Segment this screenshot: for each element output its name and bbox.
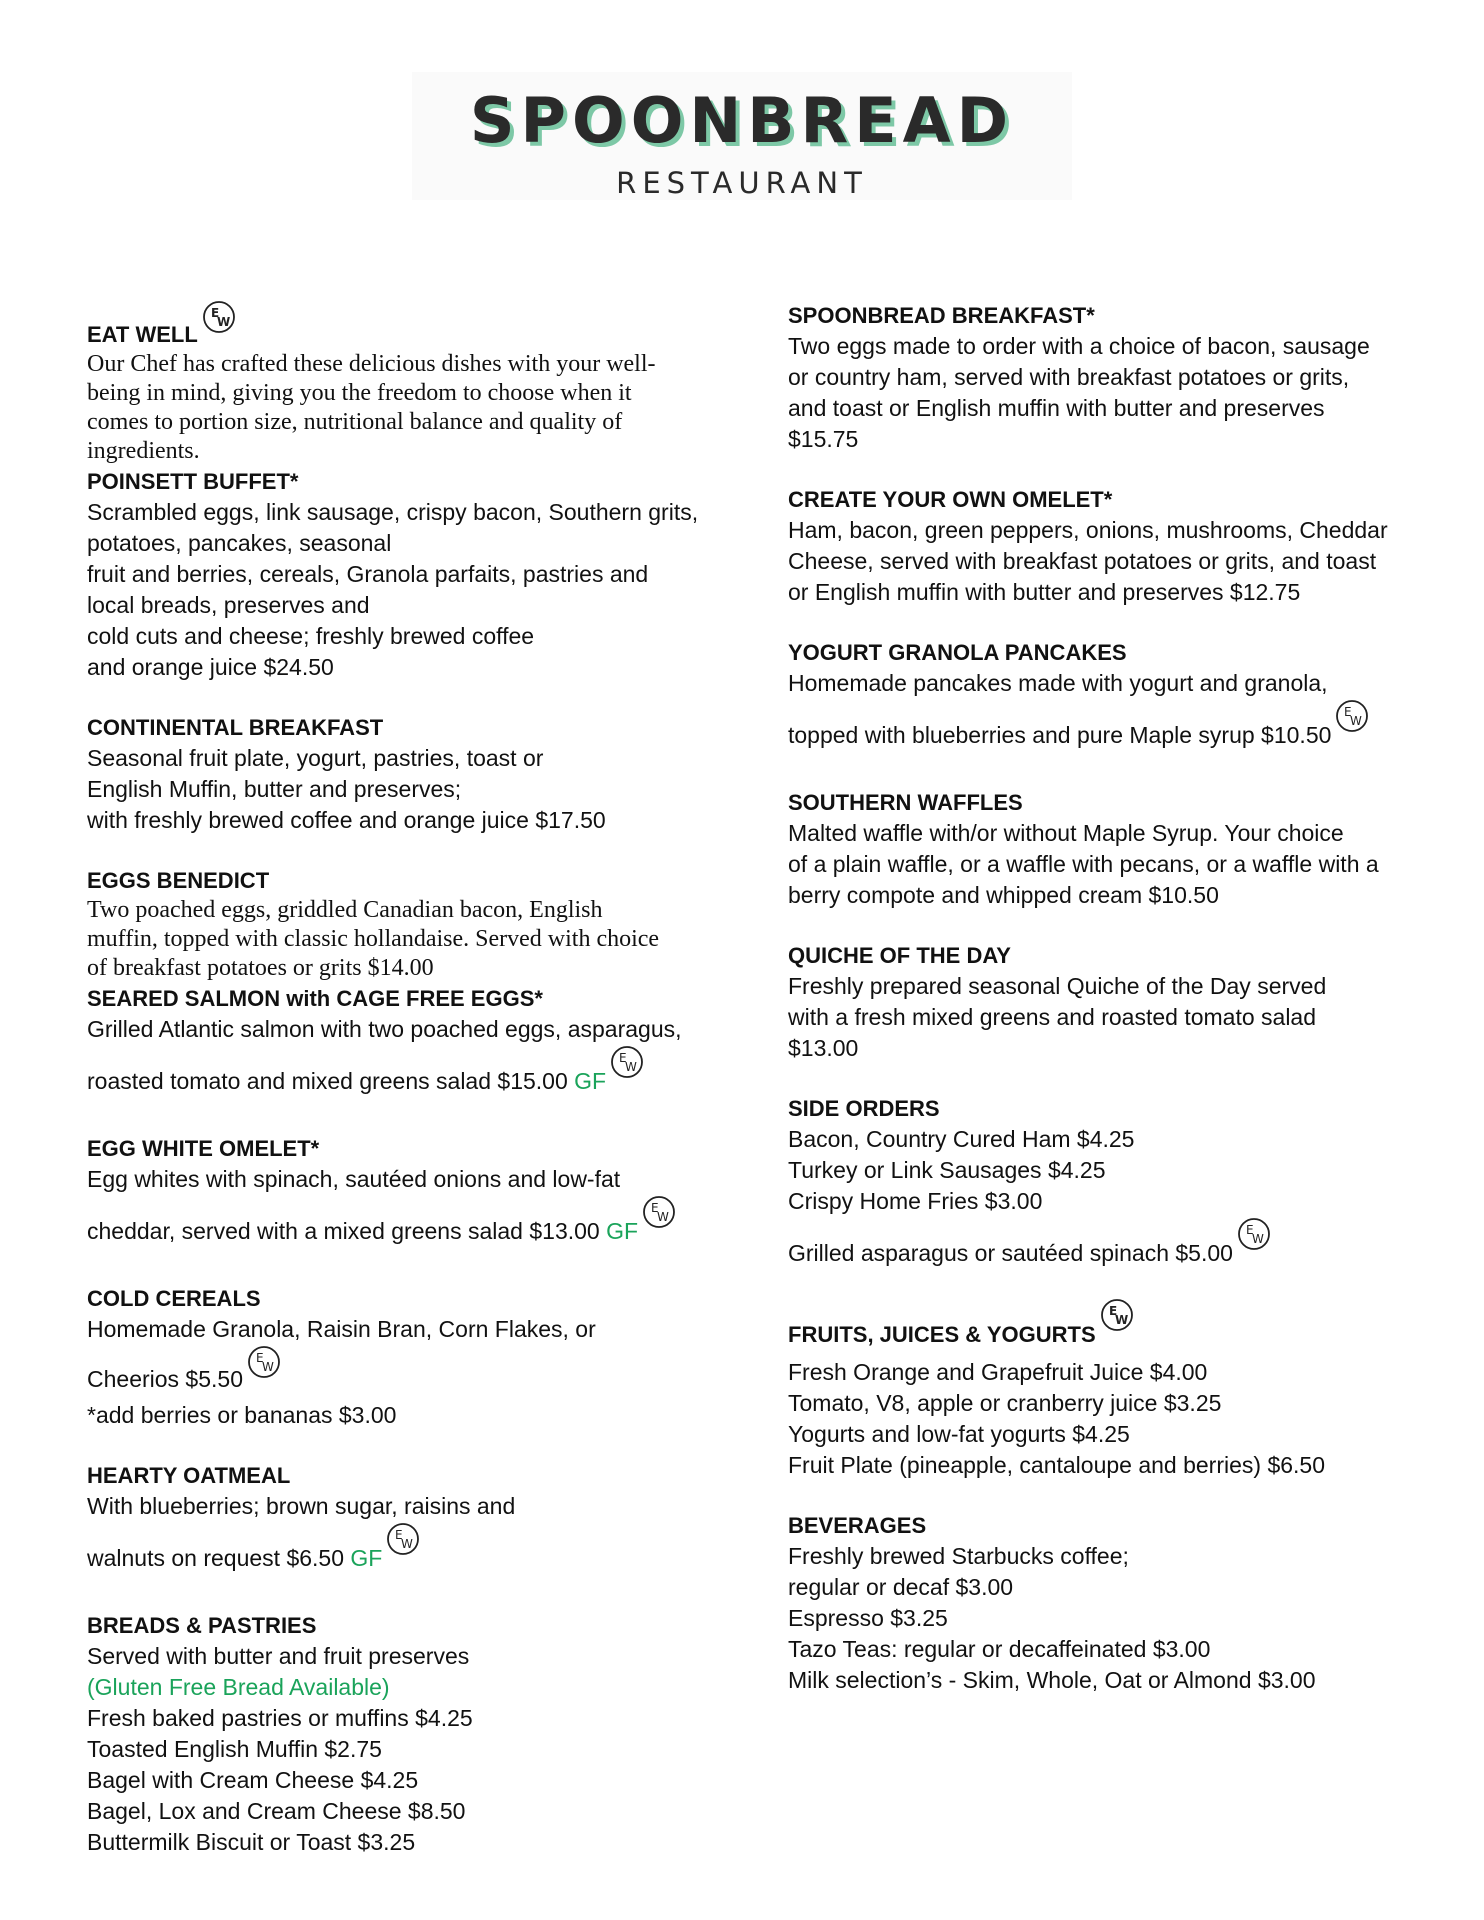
list-item: Tazo Teas: regular or decaffeinated $3.00 [788,1636,1211,1662]
menu-item-quiche-of-the-day [788,940,1418,1064]
logo-text: SPOONBREAD [469,84,1015,157]
item-price-line: topped with blueberries and pure Maple syrup $10.50 [788,699,1418,758]
list-item: Bagel with Cream Cheese $4.25 [87,1767,419,1793]
eat-well-badge-icon [1335,699,1369,733]
eat-well-badge-icon [202,300,236,334]
right-column [788,300,1418,1725]
list-item: Grilled asparagus or sautéed spinach $5.00 [788,1217,1418,1276]
list-item: Toasted English Muffin $2.75 [87,1736,382,1762]
item-title: POINSETT BUFFET* [87,469,299,494]
item-title: QUICHE OF THE DAY [788,943,1011,968]
gluten-free-note: (Gluten Free Bread Available) [87,1674,390,1700]
menu-item-southern-waffles [788,787,1418,911]
list-item: Crispy Home Fries $3.00 [788,1188,1043,1214]
item-title: SIDE ORDERS [788,1096,940,1121]
list-item: Bacon, Country Cured Ham $4.25 [788,1126,1135,1152]
item-price-line: walnuts on request $6.50 GF [87,1522,717,1581]
menu-item-continental-breakfast [87,712,717,836]
menu-item-fruits-juices-yogurts [788,1298,1418,1481]
item-description: Freshly prepared seasonal Quiche of the Day served with a fresh mixed greens and roasted tomato salad $13.00 [788,973,1327,1061]
menu-item-hearty-oatmeal [87,1460,717,1581]
eat-well-badge-icon [610,1045,644,1079]
item-title: BEVERAGES [788,1513,927,1538]
menu-item-poinsett-buffet [87,466,717,683]
gluten-free-badge: GF [574,1068,607,1094]
item-title: HEARTY OATMEAL [87,1463,291,1488]
menu-item-eat-well [87,300,717,466]
item-title: SPOONBREAD BREAKFAST* [788,303,1095,328]
item-description: Served with butter and fruit preserves [87,1643,470,1669]
gluten-free-badge: GF [350,1545,383,1571]
menu-item-yogurt-granola-pancakes [788,637,1418,758]
list-item: Freshly brewed Starbucks coffee; [788,1543,1129,1569]
list-item: Turkey or Link Sausages $4.25 [788,1157,1106,1183]
list-item: Yogurts and low-fat yogurts $4.25 [788,1421,1130,1447]
item-description: Two eggs made to order with a choice of bacon, sausage or country ham, served with breakfast potatoes or grits, and toast or English muffin with butter and preserves $15.75 [788,333,1370,452]
item-description: Grilled Atlantic salmon with two poached eggs, asparagus, [87,1016,682,1042]
item-title: EAT WELL [87,300,717,350]
item-price-line: roasted tomato and mixed greens salad $15.00 GF [87,1045,717,1104]
item-title: EGGS BENEDICT [87,868,270,893]
item-description: Seasonal fruit plate, yogurt, pastries, toast or English Muffin, butter and preserves; with freshly brewed coffee and orange juice $17.50 [87,745,606,833]
eat-well-badge-icon [386,1522,420,1556]
left-column [87,300,717,1887]
menu-item-breads-pastries [87,1610,717,1858]
restaurant-header [412,72,1072,200]
item-description: Scrambled eggs, link sausage, crispy bacon, Southern grits, potatoes, pancakes, seasonal fruit and berries, cereals, Granola parfaits, pastries and local breads, preserves and cold cuts and cheese; freshly brewed coffee and orange juice $24.50 [87,499,699,680]
menu-item-beverages [788,1510,1418,1696]
eat-well-badge-icon [247,1345,281,1379]
list-item: Milk selection’s - Skim, Whole, Oat or Almond $3.00 [788,1667,1316,1693]
item-title: CONTINENTAL BREAKFAST [87,715,384,740]
item-description: Homemade pancakes made with yogurt and granola, [788,670,1328,696]
item-title: YOGURT GRANOLA PANCAKES [788,640,1127,665]
item-price-line: Cheerios $5.50 [87,1345,717,1400]
list-item: Buttermilk Biscuit or Toast $3.25 [87,1829,416,1855]
item-description: With blueberries; brown sugar, raisins and [87,1493,516,1519]
list-item: Fruit Plate (pineapple, cantaloupe and berries) $6.50 [788,1452,1326,1478]
eat-well-badge-icon [642,1195,676,1229]
eat-well-badge-icon [1237,1217,1271,1251]
item-title: EGG WHITE OMELET* [87,1136,320,1161]
item-description: Ham, bacon, green peppers, onions, mushrooms, Cheddar Cheese, served with breakfast potatoes or grits, and toast or English muffin with butter and preserves $12.75 [788,517,1388,605]
item-title: BREADS & PASTRIES [87,1613,317,1638]
item-price-line: cheddar, served with a mixed greens salad $13.00 GF [87,1195,717,1254]
item-description: Two poached eggs, griddled Canadian bacon, English muffin, topped with classic hollandaise. Served with choice of breakfast potatoes or grits $14.00 [87,897,660,981]
menu-item-egg-white-omelet [87,1133,717,1254]
item-title: COLD CEREALS [87,1286,261,1311]
gluten-free-badge: GF [606,1218,639,1244]
item-description: Our Chef has crafted these delicious dishes with your well- being in mind, giving you the freedom to choose when it comes to portion size, nutritional balance and quality of ingredients. [87,351,656,464]
menu-item-seared-salmon [87,983,717,1104]
item-title: SOUTHERN WAFFLES [788,790,1023,815]
eat-well-badge-icon [1100,1298,1134,1332]
item-title: FRUITS, JUICES & YOGURTS [788,1298,1418,1357]
menu-item-create-your-own-omelet [788,484,1418,608]
item-description: Homemade Granola, Raisin Bran, Corn Flakes, or [87,1316,596,1342]
list-item: Bagel, Lox and Cream Cheese $8.50 [87,1798,466,1824]
item-title: SEARED SALMON with CAGE FREE EGGS* [87,986,543,1011]
menu-item-eggs-benedict [87,865,717,983]
menu-item-spoonbread-breakfast [788,300,1418,455]
list-item: Tomato, V8, apple or cranberry juice $3.25 [788,1390,1222,1416]
item-description: Egg whites with spinach, sautéed onions and low-fat [87,1166,621,1192]
list-item: regular or decaf $3.00 [788,1574,1014,1600]
logo-subtitle: RESTAURANT [616,166,868,200]
list-item: Espresso $3.25 [788,1605,948,1631]
list-item: Fresh baked pastries or muffins $4.25 [87,1705,473,1731]
menu-item-side-orders [788,1093,1418,1276]
menu-item-cold-cereals [87,1283,717,1431]
item-addon: *add berries or bananas $3.00 [87,1402,397,1428]
item-description: Malted waffle with/or without Maple Syrup. Your choice of a plain waffle, or a waffle with pecans, or a waffle with a berry compote and whipped cream $10.50 [788,820,1379,908]
list-item: Fresh Orange and Grapefruit Juice $4.00 [788,1359,1208,1385]
item-title: CREATE YOUR OWN OMELET* [788,487,1113,512]
